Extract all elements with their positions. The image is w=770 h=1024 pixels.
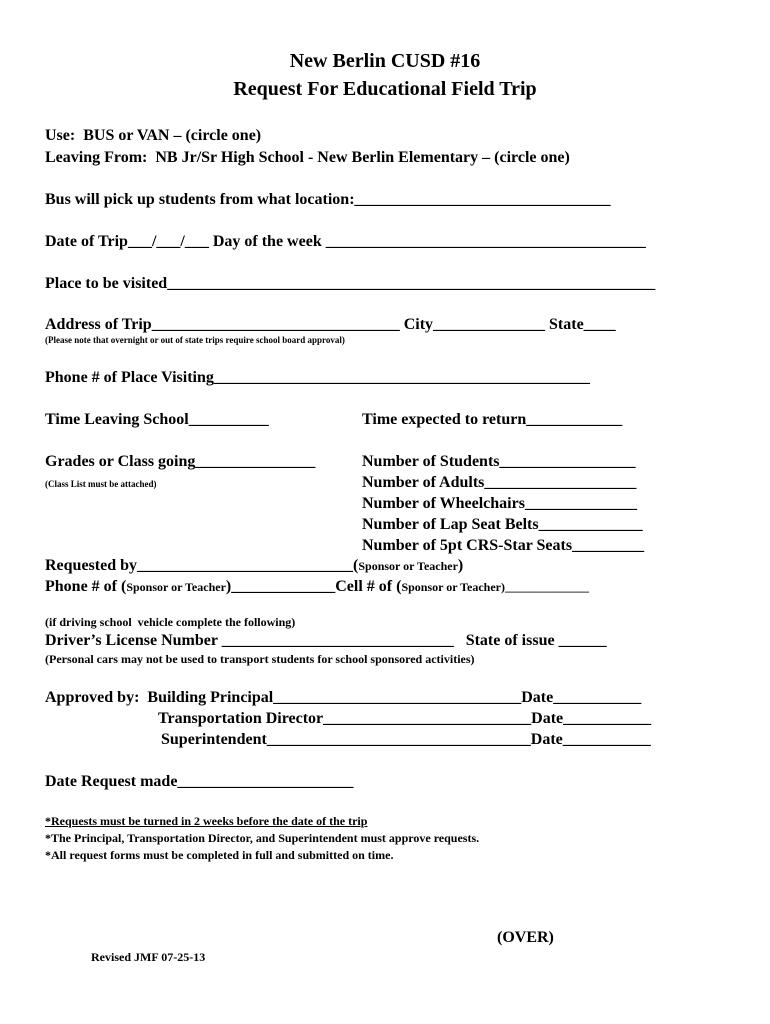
pickup-line: Bus will pick up students from what location:________________________________ [45,191,611,208]
driving-note: (if driving school vehicle complete the following) [45,615,296,629]
address-note: (Please note that overnight or out of state trips require school board approval) [45,335,345,345]
sponsor-teacher-label: Sponsor or Teacher [126,580,226,594]
grades-line: Grades or Class going_______________ [45,453,316,470]
cell-blank: )______________ [501,580,590,594]
note-two-weeks: *Requests must be turned in 2 weeks before the date of the trip [45,814,368,828]
phone-place-line: Phone # of Place Visiting_______________________________________________ [45,369,590,386]
date-line: Date of Trip___/___/___ Day of the week ________________________________________ [45,233,646,250]
drivers-license-line: Driver’s License Number _____________________________ State of issue ______ [45,632,607,649]
phone-of-label: Phone # of ( [45,578,127,595]
leaving-line: Leaving From: NB Jr/Sr High School - New Berlin Elementary – (circle one) [45,149,570,166]
num-lapbelts-line: Number of Lap Seat Belts_____________ [362,516,643,533]
form-title: New Berlin CUSD #16 [289,50,481,72]
time-return-line: Time expected to return____________ [362,411,623,428]
revised-label: Revised JMF 07-25-13 [91,950,206,964]
approved-transport-line: Transportation Director__________________________Date___________ [158,710,652,727]
use-line: Use: BUS or VAN – (circle one) [45,127,262,144]
class-list-note: (Class List must be attached) [45,479,157,489]
num-wheelchairs-line: Number of Wheelchairs______________ [362,495,637,512]
requested-by-close: ) [457,557,464,574]
form-subtitle: Request For Educational Field Trip [233,78,537,100]
requested-by-line [45,558,463,574]
note-complete: *All request forms must be completed in full and submitted on time. [45,848,394,862]
time-leaving-line: Time Leaving School__________ [45,411,269,428]
cell-of-label: )_____________Cell # of ( [225,578,402,595]
requested-by-label: Requested by___________________________( [45,557,359,574]
sponsor-teacher-label: Sponsor or Teacher [401,580,502,594]
personal-cars-note: (Personal cars may not be used to transport students for school sponsored activities) [45,652,475,666]
approved-super-line: Superintendent_________________________________Date___________ [161,731,651,748]
place-line: Place to be visited_____________________________________________________________ [45,275,656,292]
num-adults-line: Number of Adults___________________ [362,474,637,491]
date-request-line: Date Request made______________________ [45,773,354,790]
note-approvals: *The Principal, Transportation Director, and Superintendent must approve requests. [45,831,480,845]
approved-principal-line: Approved by: Building Principal_______________________________Date___________ [45,689,642,706]
num-5pt-line: Number of 5pt CRS-Star Seats_________ [362,537,645,554]
sponsor-teacher-label: Sponsor or Teacher [358,559,458,573]
num-students-line: Number of Students_________________ [362,453,636,470]
phone-cell-line [45,579,589,595]
over-label: (OVER) [497,929,554,946]
address-line: Address of Trip_______________________________ City______________ State____ [45,316,616,333]
